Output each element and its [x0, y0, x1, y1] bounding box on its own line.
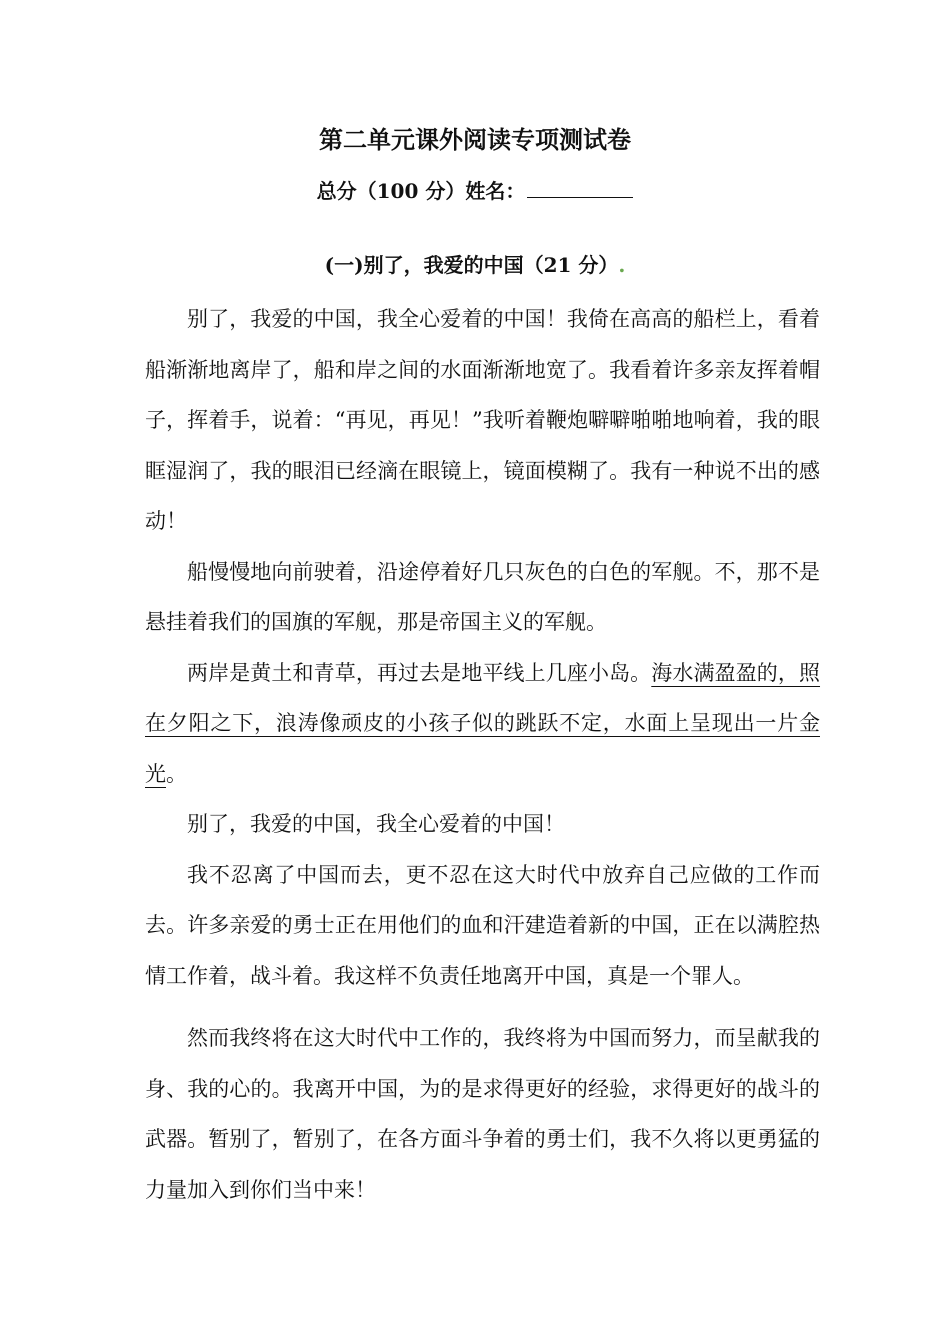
- passage-paragraph-1: 别了，我爱的中国，我全心爱着的中国！我倚在高高的船栏上，看着船渐渐地离岸了，船和岸之间的水面渐渐地宽了。我看着许多亲友挥着帽子，挥着手，说着：“再见，再见！”我听着鞭炮噼噼啪啪地响着，我的眼眶湿润了，我的眼泪已经滴在眼镜上，镜面模糊了。我有一种说不出的感动！: [145, 307, 820, 533]
- score-label: 总分（100 分）姓名：: [316, 179, 526, 203]
- score-name-line: [0, 173, 950, 208]
- underlined-sentence: 海水满盈盈的，照在夕阳之下，浪涛像顽皮的小孩子似的跳跃不定，水面上呈现出一片金光: [145, 660, 821, 786]
- section-title-mark: .: [618, 253, 626, 277]
- passage-paragraph-6: 然而我终将在这大时代中工作的，我终将为中国而努力，而呈献我的身、我的心的。我离开中国，为的是求得更好的经验，求得更好的战斗的武器。暂别了，暂别了，在各方面斗争着的勇士们，我不久将以更勇猛的力量加入到你们当中来！: [145, 1026, 820, 1202]
- page-title: 第二单元课外阅读专项测试卷: [319, 125, 631, 154]
- passage-paragraph-4: 别了，我爱的中国，我全心爱着的中国！: [187, 812, 565, 836]
- passage-paragraph-2: 船慢慢地向前驶着，沿途停着好几只灰色的白色的军舰。不，那不是悬挂着我们的国旗的军舰，那是帝国主义的军舰。: [145, 559, 820, 634]
- name-blank-field[interactable]: [527, 173, 633, 198]
- section-title-text: (一)别了，我爱的中国（21 分）: [324, 253, 619, 277]
- passage-paragraph-3: [145, 648, 820, 800]
- section-title: [0, 248, 950, 282]
- paragraph-3-end: 。: [166, 761, 187, 786]
- reading-passage: [145, 294, 820, 1215]
- paragraph-3-lead: 两岸是黄土和青草，再过去是地平线上几座小岛。: [187, 660, 652, 685]
- passage-paragraph-5: 我不忍离了中国而去，更不忍在这大时代中放弃自己应做的工作而去。许多亲爱的勇士正在用他们的血和汗建造着新的中国，正在以满腔热情工作着，战斗着。我这样不负责任地离开中国，真是一个罪人。: [145, 862, 820, 988]
